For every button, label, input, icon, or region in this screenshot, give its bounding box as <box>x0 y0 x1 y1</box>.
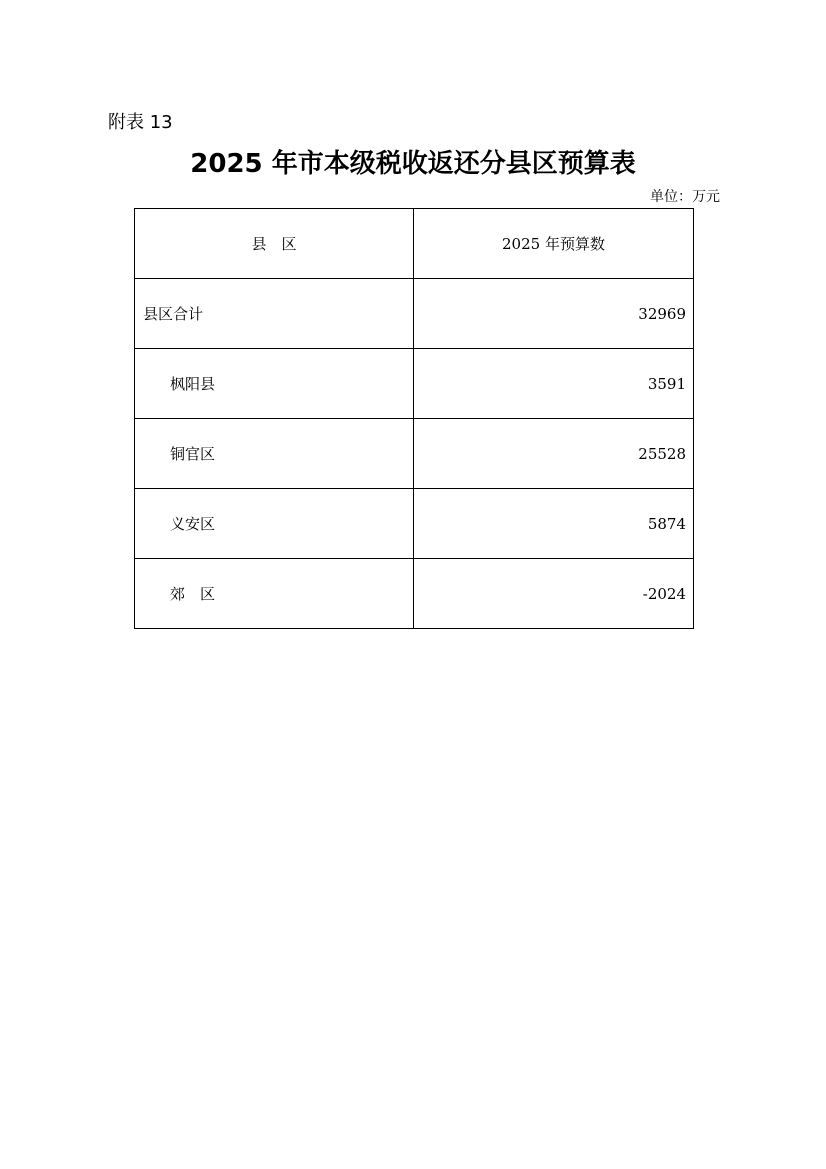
table-row <box>135 419 694 489</box>
row-name: 义安区 <box>135 489 414 559</box>
row-name: 铜官区 <box>135 419 414 489</box>
row-value: 32969 <box>414 279 694 349</box>
header-county: 县 区 <box>135 209 414 279</box>
header-budget: 2025 年预算数 <box>414 209 694 279</box>
page-title: 2025 年市本级税收返还分县区预算表 <box>190 149 636 179</box>
table-header-row <box>135 209 694 279</box>
unit-label: 单位：万元 <box>650 189 720 205</box>
table-row <box>135 279 694 349</box>
row-value: -2024 <box>414 559 694 629</box>
appendix-label: 附表 13 <box>108 112 173 133</box>
row-value: 5874 <box>414 489 694 559</box>
row-name: 枫阳县 <box>135 349 414 419</box>
row-name: 县区合计 <box>135 279 414 349</box>
budget-table <box>134 208 694 629</box>
table-row <box>135 489 694 559</box>
row-name: 郊 区 <box>135 559 414 629</box>
table-row <box>135 349 694 419</box>
row-value: 25528 <box>414 419 694 489</box>
row-value: 3591 <box>414 349 694 419</box>
table-row <box>135 559 694 629</box>
